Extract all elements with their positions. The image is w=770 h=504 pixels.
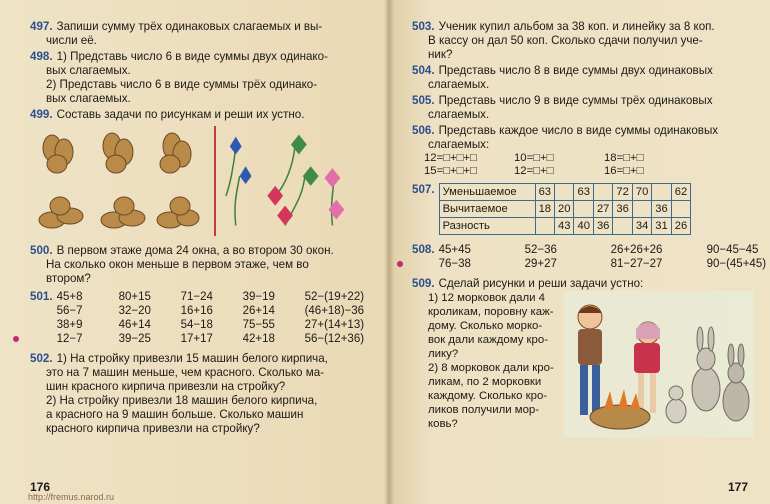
- exercise-text: 1) На стройку привезли 15 машин белого кирпича,: [56, 352, 328, 365]
- page-177: [388, 0, 770, 504]
- exercise-text: Представь число 8 в виде суммы двух одинаковых: [438, 64, 713, 77]
- exercise-text: слагаемых.: [428, 108, 490, 121]
- exercise-number: 498.: [30, 50, 53, 63]
- exercise-498: [30, 50, 372, 106]
- table-cell: [632, 201, 651, 218]
- page-number: 176: [30, 480, 51, 494]
- exercise-text: 2) 8 морковок дали кро-: [428, 362, 554, 374]
- exercise-title: Сделай рисунки и реши задачи устно:: [438, 277, 644, 290]
- exercise-text: ник?: [428, 48, 453, 61]
- exercise-text: это на 7 машин меньше, чем красного. Сколько ма-: [46, 366, 325, 379]
- grid-cell: 76−38: [438, 258, 471, 270]
- exercise-text: ликам, по 2 морковки: [428, 376, 542, 388]
- exercise-text: Составь задачи по рисункам и реши их устно.: [56, 108, 305, 121]
- bullet-icon: [397, 261, 403, 267]
- exercise-text: вых слагаемых.: [46, 64, 131, 77]
- row-label: Уменьшаемое: [439, 184, 535, 201]
- exercise-text: дому. Сколько морко-: [428, 320, 543, 332]
- grid-cell: 38+9: [56, 319, 83, 331]
- exercise-text: 2) Представь число 6 в виде суммы трёх одинако-: [46, 78, 318, 91]
- exercise-text: ковь?: [428, 418, 458, 430]
- exercise-502: [30, 352, 372, 436]
- exercise-text: Запиши сумму трёх одинаковых слагаемых и вы-: [56, 20, 323, 33]
- table-cell: 20: [555, 201, 574, 218]
- grid-cell: 27+(14+13): [304, 319, 365, 331]
- grid-cell: 90−(45+45): [706, 258, 767, 270]
- grid-cell: 71−24: [180, 291, 213, 303]
- table-cell: [535, 218, 554, 235]
- exercise-number: 509.: [412, 277, 435, 290]
- grid-cell: 42+18: [242, 333, 275, 345]
- exercise-508: [412, 243, 767, 271]
- grid-cell: 12−7: [56, 333, 83, 345]
- sum-item: 10=□+□: [514, 152, 554, 164]
- grid-cell: 29+27: [524, 258, 557, 270]
- exercise-number: 501.: [30, 290, 53, 303]
- grid-cell: 46+14: [118, 319, 151, 331]
- exercise-text: Представь число 9 в виде суммы трёх одинаковых: [438, 94, 713, 107]
- exercise-499: [30, 108, 372, 122]
- exercise-text: На сколько окон меньше в первом этаже, чем во: [46, 258, 309, 271]
- table-cell: 40: [574, 218, 593, 235]
- exercise-text: слагаемых:: [428, 138, 490, 151]
- subtraction-table: [439, 183, 692, 235]
- exercise-text: Ученик купил альбом за 38 коп. и линейку за 8 коп.: [438, 20, 715, 33]
- grid-cell: 45+45: [438, 244, 471, 256]
- exercise-text: вых слагаемых.: [46, 92, 131, 105]
- grid-cell: 39−19: [242, 291, 275, 303]
- table-cell: 36: [652, 201, 671, 218]
- exercise-text: ликов получили мор-: [428, 404, 540, 416]
- sum-item: 16=□+□: [604, 165, 644, 177]
- page-number: 177: [727, 480, 748, 494]
- row-label: Вычитаемое: [439, 201, 535, 218]
- sum-grid: [424, 152, 758, 178]
- grid-cell: 56−(12+36): [304, 333, 365, 345]
- table-cell: 36: [593, 218, 612, 235]
- table-cell: 18: [535, 201, 554, 218]
- exercise-500: [30, 244, 372, 286]
- table-cell: 70: [632, 184, 651, 201]
- grid-cell: 90−45−45: [706, 244, 759, 256]
- table-cell: 26: [671, 218, 690, 235]
- exercise-number: 497.: [30, 20, 53, 33]
- exercise-501: [30, 290, 372, 346]
- grid-cell: 17+17: [180, 333, 213, 345]
- table-cell: [555, 184, 574, 201]
- grid-cell: 75−55: [242, 319, 275, 331]
- footer-link[interactable]: http://fremus.narod.ru: [28, 492, 115, 502]
- table-row: [439, 184, 691, 201]
- grid-cell: 32−20: [118, 305, 151, 317]
- exercise-509-text: [412, 291, 564, 437]
- exercise-506: [412, 124, 758, 178]
- sum-item: 12=□+□: [514, 165, 554, 177]
- table-cell: [593, 184, 612, 201]
- exercise-509-body: [412, 291, 758, 437]
- table-cell: [574, 201, 593, 218]
- exercise-509: [412, 277, 758, 437]
- grid-cell: 80+15: [118, 291, 151, 303]
- exercise-number: 502.: [30, 352, 53, 365]
- table-cell: 63: [574, 184, 593, 201]
- exercise-number: 508.: [412, 243, 435, 256]
- exercise-text: лику?: [428, 348, 459, 360]
- exercise-text: кроликам, поровну каж-: [428, 306, 554, 318]
- book-gutter: [384, 0, 394, 504]
- children-rabbits-illustration: [564, 291, 754, 437]
- grid-cell: 26+26+26: [610, 244, 663, 256]
- exercise-505: [412, 94, 758, 122]
- row-label: Разность: [439, 218, 535, 235]
- bullet-icon: [13, 336, 19, 342]
- table-cell: 34: [632, 218, 651, 235]
- sum-item: 12=□+□+□: [424, 152, 477, 164]
- grid-cell: 52−(19+22): [304, 291, 365, 303]
- exercise-504: [412, 64, 758, 92]
- table-cell: 62: [671, 184, 690, 201]
- exercise-text: слагаемых.: [428, 78, 490, 91]
- exercise-text: шин красного кирпича привезли на стройку?: [46, 380, 286, 393]
- grid-cell: 56−7: [56, 305, 83, 317]
- exercise-number: 504.: [412, 64, 435, 77]
- exercise-text: каждому. Сколько кро-: [428, 390, 548, 402]
- exercise-507: [412, 180, 758, 241]
- table-cell: [613, 218, 632, 235]
- arithmetic-grid: [57, 290, 385, 346]
- illustration-row: [30, 126, 372, 238]
- grid-cell: 39−25: [118, 333, 151, 345]
- exercise-number: 505.: [412, 94, 435, 107]
- table-cell: 43: [555, 218, 574, 235]
- table-cell: 27: [593, 201, 612, 218]
- table-cell: 63: [535, 184, 554, 201]
- table-row: [439, 201, 691, 218]
- exercise-503: [412, 20, 758, 62]
- exercise-text: красного кирпича привезли на стройку?: [46, 422, 260, 435]
- exercise-text: а красного на 9 машин больше. Сколько машин: [46, 408, 304, 421]
- exercise-497: [30, 20, 372, 48]
- flowers-illustration: [214, 126, 364, 236]
- grid-cell: 54−18: [180, 319, 213, 331]
- exercise-text: втором?: [46, 272, 91, 285]
- table-cell: [652, 184, 671, 201]
- walnuts-illustration: [30, 126, 200, 236]
- grid-cell: 16+16: [180, 305, 213, 317]
- grid-cell: 81−27−27: [610, 258, 663, 270]
- sum-item: 15=□+□+□: [424, 165, 477, 177]
- table-cell: 36: [613, 201, 632, 218]
- exercise-text: 1) Представь число 6 в виде суммы двух одинако-: [56, 50, 328, 63]
- sum-item: 18=□+□: [604, 152, 644, 164]
- exercise-number: 499.: [30, 108, 53, 121]
- table-cell: 72: [613, 184, 632, 201]
- exercise-number: 506.: [412, 124, 435, 137]
- grid-cell: (46+18)−36: [304, 305, 365, 317]
- exercise-text: 2) На стройку привезли 18 машин белого кирпича,: [46, 394, 318, 407]
- exercise-number: 500.: [30, 244, 53, 257]
- exercise-number: 507.: [412, 183, 435, 196]
- exercise-text: вок дали каждому кро-: [428, 334, 548, 346]
- exercise-text: 1) 12 морковок дали 4: [428, 292, 545, 304]
- arithmetic-grid: [439, 243, 770, 271]
- exercise-number: 503.: [412, 20, 435, 33]
- exercise-text: числи её.: [46, 34, 97, 47]
- exercise-text: В первом этаже дома 24 окна, а во втором 30 окон.: [56, 244, 334, 257]
- grid-cell: 26+14: [242, 305, 275, 317]
- grid-cell: 45+8: [56, 291, 83, 303]
- exercise-text: В кассу он дал 50 коп. Сколько сдачи получил уче-: [428, 34, 703, 47]
- grid-cell: 52−36: [524, 244, 557, 256]
- exercise-text: Представь каждое число в виде суммы одинаковых: [438, 124, 719, 137]
- table-row: [439, 218, 691, 235]
- table-cell: 31: [652, 218, 671, 235]
- table-cell: [671, 201, 690, 218]
